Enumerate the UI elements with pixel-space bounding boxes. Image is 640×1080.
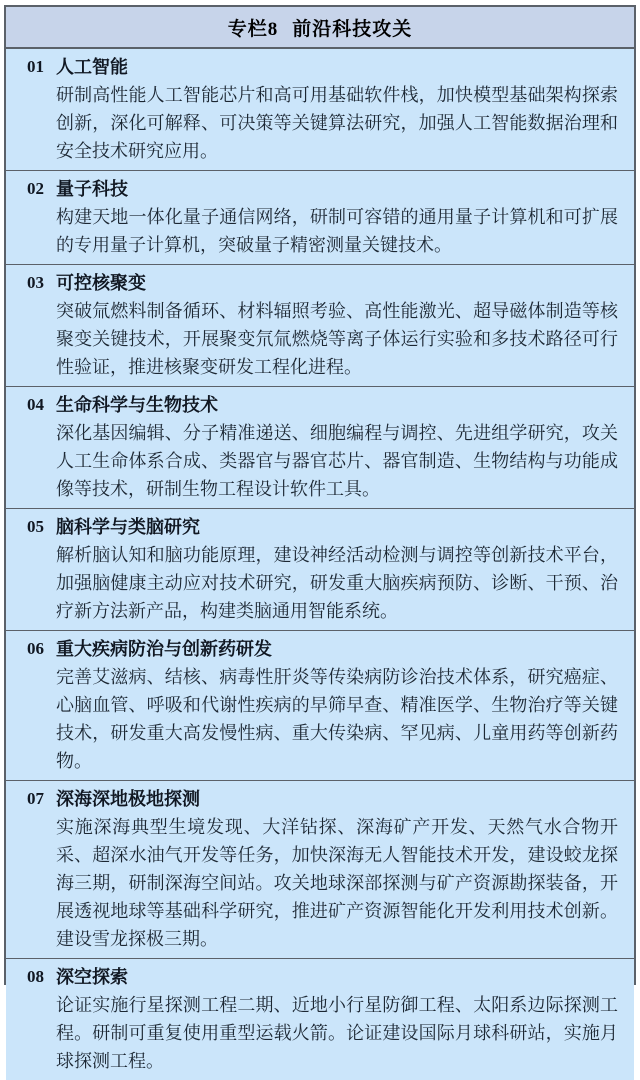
box-title-bar [6,7,634,49]
section-body: 突破氚燃料制备循环、材料辐照考验、高性能激光、超导磁体制造等核聚变关键技术，开展聚变氘氚燃烧等离子体运行实验和多技术路径可行性验证，推进核聚变研发工程化进程。 [56,301,618,377]
section-title: 生命科学与生物技术 [56,395,218,415]
section-body: 研制高性能人工智能芯片和高可用基础软件栈，加快模型基础架构探索创新，深化可解释、可决策等关键算法研究，加强人工智能数据治理和安全技术研究应用。 [56,85,618,161]
section-number: 03 [27,273,44,292]
section-ai [6,49,634,171]
section-life-science [6,387,634,509]
section-number: 01 [27,57,44,76]
section-body: 深化基因编辑、分子精准递送、细胞编程与调控、先进组学研究，攻关人工生命体系合成、类器官与器官芯片、器官制造、生物结构与功能成像等技术，研制生物工程设计软件工具。 [56,423,618,499]
section-deep-space [6,959,634,1080]
section-deep-sea-earth-polar [6,781,634,959]
section-number: 05 [27,517,44,536]
section-title: 可控核聚变 [56,273,146,293]
section-quantum [6,171,634,265]
box-title: 前沿科技攻关 [292,19,413,40]
section-number: 02 [27,179,44,198]
section-title: 脑科学与类脑研究 [56,517,200,537]
section-body: 解析脑认知和脑功能原理，建设神经活动检测与调控等创新技术平台，加强脑健康主动应对技术研究，研发重大脑疾病预防、诊断、干预、治疗新方法新产品，构建类脑通用智能系统。 [56,545,618,621]
section-title: 人工智能 [56,57,128,77]
section-body: 构建天地一体化量子通信网络，研制可容错的通用量子计算机和可扩展的专用量子计算机，突破量子精密测量关键技术。 [56,207,618,255]
section-number: 06 [27,639,44,658]
section-disease-drugs [6,631,634,781]
section-body: 论证实施行星探测工程二期、近地小行星防御工程、太阳系边际探测工程。研制可重复使用重型运载火箭。论证建设国际月球科研站，实施月球探测工程。 [56,995,618,1071]
section-title: 重大疾病防治与创新药研发 [56,639,272,659]
section-body: 实施深海典型生境发现、大洋钻探、深海矿产开发、天然气水合物开采、超深水油气开发等任务，加快深海无人智能技术开发，建设蛟龙探海三期，研制深海空间站。攻关地球深部探测与矿产资源勘探装备，开展透视地球等基础科学研究，推进矿产资源智能化开发利用技术创新。建设雪龙探极三期。 [56,817,618,949]
box-body [6,49,634,1080]
section-brain-science [6,509,634,631]
column-box [4,5,636,1071]
section-title: 量子科技 [56,179,128,199]
section-title: 深空探索 [56,967,128,987]
section-title: 深海深地极地探测 [56,789,200,809]
section-number: 07 [27,789,44,808]
section-number: 08 [27,967,44,986]
section-body: 完善艾滋病、结核、病毒性肝炎等传染病防诊治技术体系，研究癌症、心脑血管、呼吸和代谢性疾病的早筛早查、精准医学、生物治疗等关键技术，研发重大高发慢性病、重大传染病、罕见病、儿童用药等创新药物。 [56,667,618,771]
section-fusion [6,265,634,387]
section-number: 04 [27,395,44,414]
box-label: 专栏8 [227,19,279,40]
